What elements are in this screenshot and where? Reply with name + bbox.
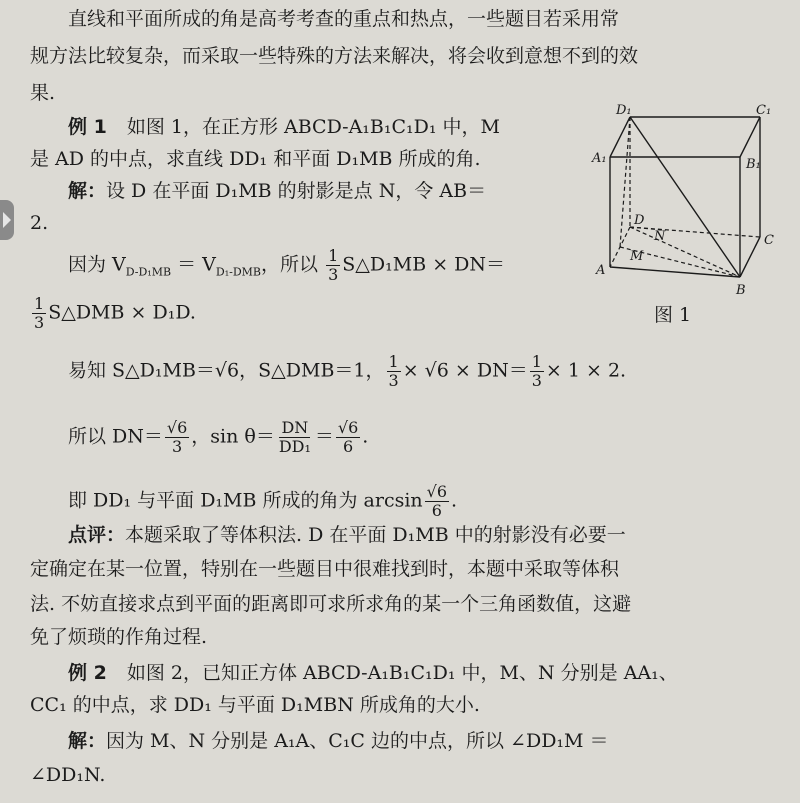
because-post: ，所以 — [261, 253, 319, 276]
easy-know-text: 易知 S△D₁MB＝√6，S△DMB＝1， — [68, 359, 385, 382]
example1-line-2: 是 AD 的中点，求直线 DD₁ 和平面 D₁MB 所成的角. — [30, 148, 481, 170]
comment-text-1: 本题采取了等体积法. D 在平面 D₁MB 中的射影没有必要一 — [125, 524, 626, 546]
example1-problem-text: 如图 1，在正方形 ABCD-A₁B₁C₁D₁ 中，M — [126, 116, 501, 138]
solution-text: 设 D 在平面 D₁MB 的射影是点 N，令 AB＝ — [106, 180, 487, 202]
label-b: B — [736, 283, 746, 298]
because-line — [68, 246, 506, 284]
so-mid: ，sin θ＝ — [191, 425, 275, 448]
diag-d1b — [630, 117, 740, 277]
fraction-sqrt6-over-3: $\frac{√6}{3}$ — [166, 418, 188, 456]
comment-line-4: 免了烦琐的作角过程. — [30, 626, 208, 648]
because-line2-text: S△DMB × D₁D. — [48, 301, 196, 324]
example2-solution-label: 解： — [68, 730, 107, 752]
comment-line-2: 定确定在某一位置，特别在一些题目中很难找到时，本题中采取等体积 — [30, 558, 620, 580]
easy-know-tail1: × √6 × DN＝ — [402, 359, 528, 382]
because-tail: S△D₁MB × DN＝ — [342, 253, 506, 276]
example1-line-1 — [30, 112, 500, 142]
intro-line-3: 果. — [30, 82, 56, 104]
label-c: C — [764, 233, 774, 248]
volume-sub-2: D₁-DMB — [215, 265, 262, 279]
label-a1: A₁ — [592, 151, 607, 166]
so-eq: ＝ — [314, 425, 334, 448]
example2-solution-line-1 — [68, 726, 609, 756]
solution-label: 解： — [68, 180, 107, 202]
example1-solution-line-2: 2. — [30, 212, 49, 234]
label-a: A — [596, 263, 606, 278]
label-d1: D₁ — [616, 103, 632, 118]
easy-know-line — [68, 352, 627, 390]
line-d1m — [620, 117, 630, 247]
label-m: M — [630, 249, 644, 264]
intro-line-2: 规方法比较复杂，而采取一些特殊的方法来解决，将会收到意想不到的效 — [30, 45, 639, 67]
example2-problem-text: 如图 2，已知正方体 ABCD-A₁B₁C₁D₁ 中，M、N 分别是 AA₁、 — [126, 662, 678, 684]
fraction-one-third-4: $\frac{1}{3}$ — [531, 352, 542, 390]
edge-d1a1 — [610, 117, 630, 157]
example1-label: 例 1 — [68, 116, 107, 138]
edge-c1b1 — [740, 117, 760, 157]
intro-line-1: 直线和平面所成的角是高考考查的重点和热点，一些题目若采用常 — [68, 8, 620, 30]
because-mid: ＝ V — [171, 253, 216, 276]
edge-bc — [740, 237, 760, 277]
fraction-one-third-2: $\frac{1}{3}$ — [34, 294, 45, 332]
so-pre: 所以 DN＝ — [68, 425, 163, 448]
cube-figure — [590, 102, 790, 302]
comment-line-1 — [68, 520, 626, 550]
label-b1: B₁ — [746, 157, 761, 172]
example2-line-1 — [30, 658, 678, 688]
conclusion-line — [68, 482, 458, 520]
easy-know-tail2: × 1 × 2. — [545, 359, 627, 382]
fraction-dn-over-dd1: $\frac{DN}{\text{DD₁}}$ — [278, 418, 311, 456]
figure-1-caption: 图 1 — [654, 304, 692, 326]
fraction-one-third: $\frac{1}{3}$ — [328, 246, 339, 284]
conclusion-text: 即 DD₁ 与平面 D₁MB 所成的角为 arcsin — [68, 489, 423, 512]
comment-line-3: 法. 不妨直接求点到平面的距离即可求所求角的某一个三角函数值，这避 — [30, 593, 632, 615]
fraction-sqrt6-over-6-2: $\frac{√6}{6}$ — [426, 482, 448, 520]
comment-label: 点评： — [68, 524, 126, 546]
because-text: 因为 V — [68, 253, 126, 276]
volume-sub-1: D-D₁MB — [125, 265, 172, 279]
example1-solution-line-1 — [68, 176, 486, 206]
label-n: N — [654, 229, 666, 244]
label-c1: C₁ — [756, 103, 772, 118]
page-side-tab[interactable] — [0, 200, 14, 240]
chevron-right-icon — [3, 212, 11, 228]
example2-label: 例 2 — [68, 662, 107, 684]
fraction-sqrt6-over-6: $\frac{√6}{6}$ — [337, 418, 359, 456]
example2-solution-text: 因为 M、N 分别是 A₁A、C₁C 边的中点，所以 ∠DD₁M ＝ — [106, 730, 609, 752]
fraction-one-third-3: $\frac{1}{3}$ — [388, 352, 399, 390]
conclusion-end: . — [451, 489, 458, 512]
label-d: D — [634, 213, 645, 228]
so-end: . — [362, 425, 369, 448]
example2-solution-line-2: ∠DD₁N. — [30, 764, 106, 786]
so-line — [68, 418, 369, 456]
because-line-2 — [30, 294, 196, 332]
example2-line-2: CC₁ 的中点，求 DD₁ 与平面 D₁MBN 所成角的大小. — [30, 694, 480, 716]
